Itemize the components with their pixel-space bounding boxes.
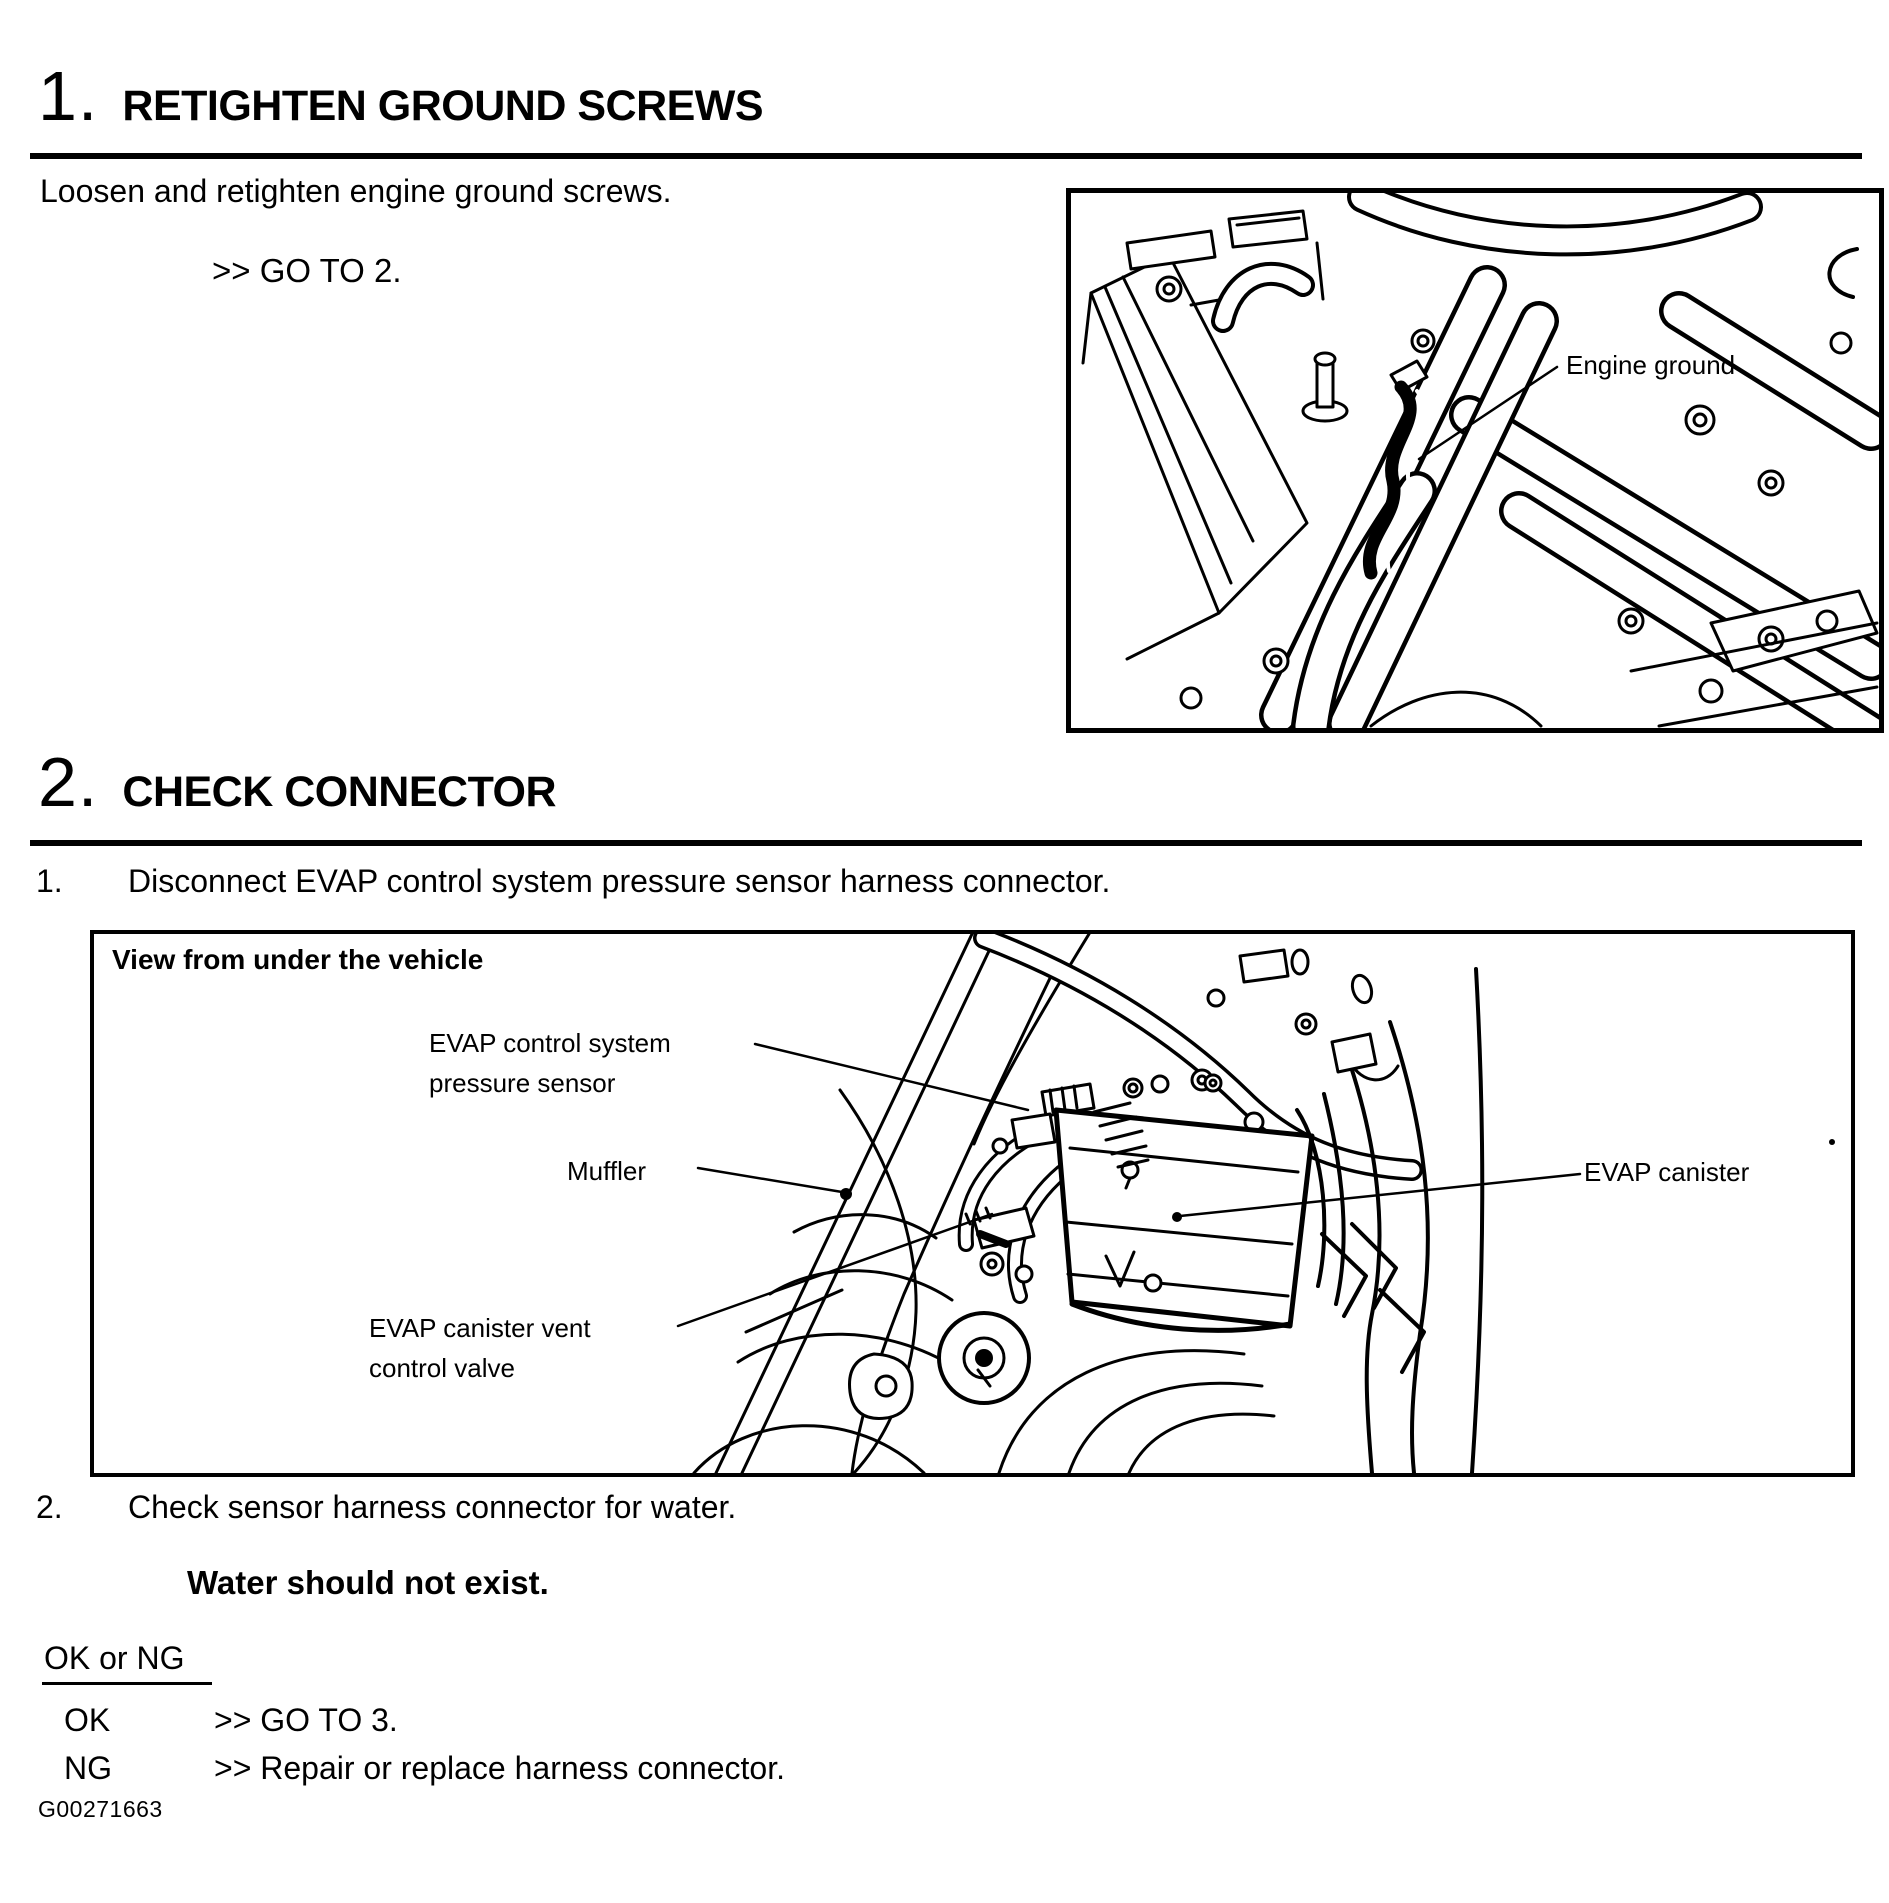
step2-title: CHECK CONNECTOR [122,768,557,816]
step2-divider [30,840,1862,846]
figure-under-vehicle [90,930,1855,1477]
vent-valve-label-line1: EVAP canister vent [369,1313,591,1343]
result-heading: OK or NG [42,1640,212,1685]
pressure-sensor-label [429,1023,671,1104]
engine-top-hose [1363,197,1857,297]
substep-2-number: 2. [36,1489,63,1525]
pressure-sensor-label-line2: pressure sensor [429,1068,616,1099]
substep-2 [36,1488,736,1526]
result-ok-label: OK [64,1702,111,1738]
step1-instruction: Loosen and retighten engine ground screws. [40,173,672,209]
step2-number: 2. [38,743,99,821]
muffler-label: Muffler [567,1156,646,1186]
engine-left-duct [1083,255,1307,659]
figure-caption: View from under the vehicle [112,944,484,975]
substep-1-text: Disconnect EVAP control system pressure sensor harness connector. [128,863,1111,899]
engine-illustration [1071,193,1879,728]
step2-heading [38,743,557,821]
wheel-arch [1324,969,1835,1473]
result-heading-wrap [42,1640,212,1685]
substep-1-number: 1. [36,863,63,899]
result-row-ok [64,1702,398,1739]
result-ng-action: >> Repair or replace harness connector. [214,1750,785,1786]
figure-id: G00271663 [38,1796,163,1822]
substep-2-text: Check sensor harness connector for water. [128,1489,737,1525]
step1-divider [30,153,1862,159]
figure-engine-ground [1066,188,1884,733]
result-ng-label: NG [64,1750,112,1786]
engine-ground-label: Engine ground [1566,350,1736,380]
pressure-sensor-label-line1: EVAP control system [429,1028,671,1058]
vent-valve-label-line2: control valve [369,1353,515,1384]
vent-valve-label [369,1308,591,1389]
engine-stud [1303,353,1347,421]
spec-emphasis: Water should not exist. [187,1564,549,1601]
step1-title: RETIGHTEN GROUND SCREWS [122,82,764,130]
pulley-shape [850,1313,1030,1418]
substep-1 [36,862,1110,900]
evap-canister-label: EVAP canister [1584,1157,1750,1187]
result-ok-action: >> GO TO 3. [214,1702,398,1738]
step1-heading [38,57,764,135]
under-vehicle-illustration [94,934,1851,1473]
step1-number: 1. [38,57,99,135]
evap-canister-shape [1056,1103,1324,1330]
result-row-ng [64,1750,785,1787]
step1-action: >> GO TO 2. [212,252,402,289]
